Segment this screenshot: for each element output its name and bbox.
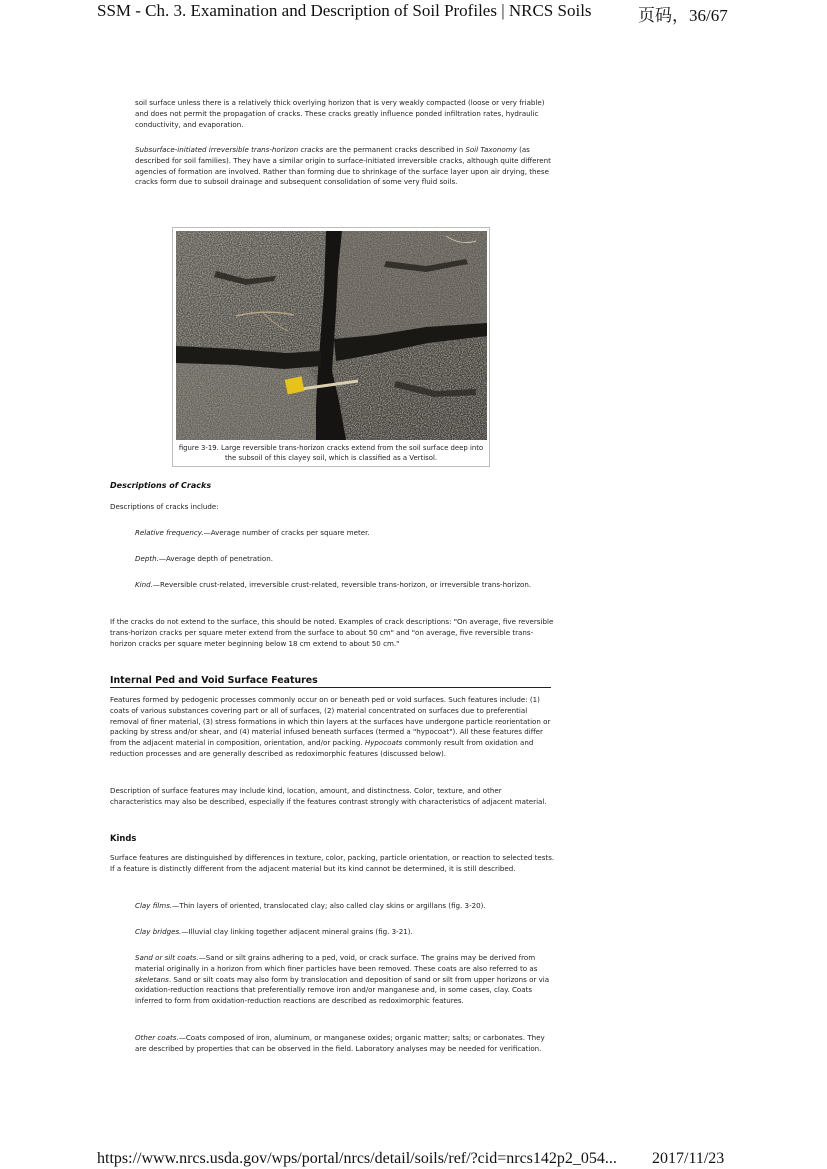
- item-clay-bridges: [135, 927, 553, 938]
- text-clay-films: —Thin layers of oriented, translocated clay; also called clay skins or argillans (fig. 3-20).: [172, 901, 486, 910]
- item-other-coats: [135, 1033, 553, 1055]
- text-depth: —Average depth of penetration.: [158, 554, 273, 563]
- text-sand-coats-b: . Sand or silt coats may also form by translocation and deposition of sand or silt from upper horizons or via oxidation-reduction reactions that preferentially remove iron and/or manganese and, in some cases, clay. Coats inferred to form from oxidation-reduction reactions are described as redoximorphic features.: [135, 974, 550, 1006]
- paragraph-subsurface-text-a: are the permanent cracks described in: [323, 145, 466, 154]
- item-depth: [135, 554, 553, 565]
- paragraph-surface-description: Description of surface features may include kind, location, amount, and distinctness. Color, texture, and other characteristics may also be described, especially if the features contrast strongly with characteristics of adjacent material.: [110, 786, 547, 806]
- term-other-coats: Other coats.: [135, 1033, 179, 1042]
- item-sand-silt-coats: [135, 953, 553, 1007]
- figure-caption: figure 3-19. Large reversible trans-horizon cracks extend from the soil surface deep into the subsoil of this clayey soil, which is classified as a Vertisol.: [178, 444, 484, 462]
- item-relative-frequency: [135, 528, 553, 539]
- paragraph-subsurface-text-b: (as described for soil families). They have a similar origin to surface-initiated irreversible cracks, although quite different agencies of formation are involved. Rather than forming due to shrinkage of the surface layer upon air drying, these cracks form due to subsoil drainage and subsequent consolidation of some very fluid soils.: [135, 145, 551, 187]
- term-kind: Kind.: [135, 580, 153, 589]
- item-kind: [135, 580, 553, 591]
- text-sand-coats-a: —Sand or silt grains adhering to a ped, void, or crack surface. The grains may be derived from material originally in a horizon from which finer particles have been removed. These coats are also referred to as: [135, 953, 538, 973]
- paragraph-crack-propagation: soil surface unless there is a relatively thick overlying horizon that is very weakly compacted (loose or very friable) and does not permit the propagation of cracks. These cracks greatly influence ponded infiltration rates, hydraulic conductivity, and evaporation.: [135, 98, 545, 129]
- header-title: SSM - Ch. 3. Examination and Description of Soil Profiles | NRCS Soils: [97, 1, 592, 20]
- term-clay-films: Clay films.: [135, 901, 173, 910]
- term-subsurface-cracks: Subsurface-initiated irreversible trans-horizon cracks: [135, 145, 324, 154]
- text-relative-frequency: —Average number of cracks per square meter.: [203, 528, 370, 537]
- soil-cracks-photo: [176, 231, 487, 440]
- item-clay-films: [135, 901, 553, 912]
- paragraph-kinds: Surface features are distinguished by differences in texture, color, packing, particle orientation, or reaction to selected tests. If a feature is distinctly different from the adjacent material but its kind cannot be determined, it is still described.: [110, 853, 555, 873]
- text-kind: —Reversible crust-related, irreversible crust-related, reversible trans-horizon, or irreversible trans-horizon.: [152, 580, 532, 589]
- term-relative-frequency: Relative frequency.: [135, 528, 204, 537]
- paragraph-internal-features: [110, 695, 555, 760]
- heading-kinds: Kinds: [110, 833, 137, 843]
- paragraph-descriptions-intro: Descriptions of cracks include:: [110, 502, 219, 511]
- heading-internal-ped-void: Internal Ped and Void Surface Features: [110, 675, 551, 688]
- term-skeletans: skeletans: [135, 974, 169, 984]
- header-page-number: 页码，36/67: [638, 6, 728, 25]
- paragraph-subsurface-cracks: [135, 145, 553, 188]
- text-clay-bridges: —Illuvial clay linking together adjacent mineral grains (fig. 3-21).: [181, 927, 413, 936]
- internal-text-b: commonly result from oxidation and reduction processes and are generally described as redoximorphic features (discussed below).: [110, 738, 534, 758]
- term-hypocoats: Hypocoats: [364, 738, 403, 748]
- ref-soil-taxonomy: Soil Taxonomy: [465, 145, 517, 154]
- term-sand-silt-coats: Sand or silt coats.: [135, 953, 199, 962]
- term-clay-bridges: Clay bridges.: [135, 927, 182, 936]
- paragraph-cracks-note: If the cracks do not extend to the surface, this should be noted. Examples of crack descriptions: "On average, five reversible trans-horizon cracks per square meter extend from the surface to about 50 cm" and "on average, five reversible trans-horizon cracks per square meter beginning below 18 cm extend to about 50 cm.": [110, 617, 554, 648]
- figure-3-19: [172, 227, 490, 467]
- footer-url: https://www.nrcs.usda.gov/wps/portal/nrcs/detail/soils/ref/?cid=nrcs142p2_054...: [97, 1150, 617, 1167]
- footer-date: 2017/11/23: [652, 1150, 725, 1167]
- text-other-coats: —Coats composed of iron, aluminum, or manganese oxides; organic matter; salts; or carbonates. They are described by properties that can be observed in the field. Laboratory analyses may be needed for verification.: [135, 1033, 545, 1053]
- heading-descriptions-of-cracks: Descriptions of Cracks: [110, 481, 212, 490]
- internal-text-a: Features formed by pedogenic processes commonly occur on or beneath ped or void surfaces. Such features include: (1) coats of various substances covering part or all of surfaces, (2) material concentrated on surfaces due to preferential removal of finer material, (3) stress formations in which thin layers at the surfaces have undergone particle reorientation or packing by stress and/or shear, and (4) material infused beneath surfaces (termed a "hypocoat"). All these features differ from the adjacent material in composition, orientation, and/or packing.: [110, 695, 551, 748]
- term-depth: Depth.: [135, 554, 159, 563]
